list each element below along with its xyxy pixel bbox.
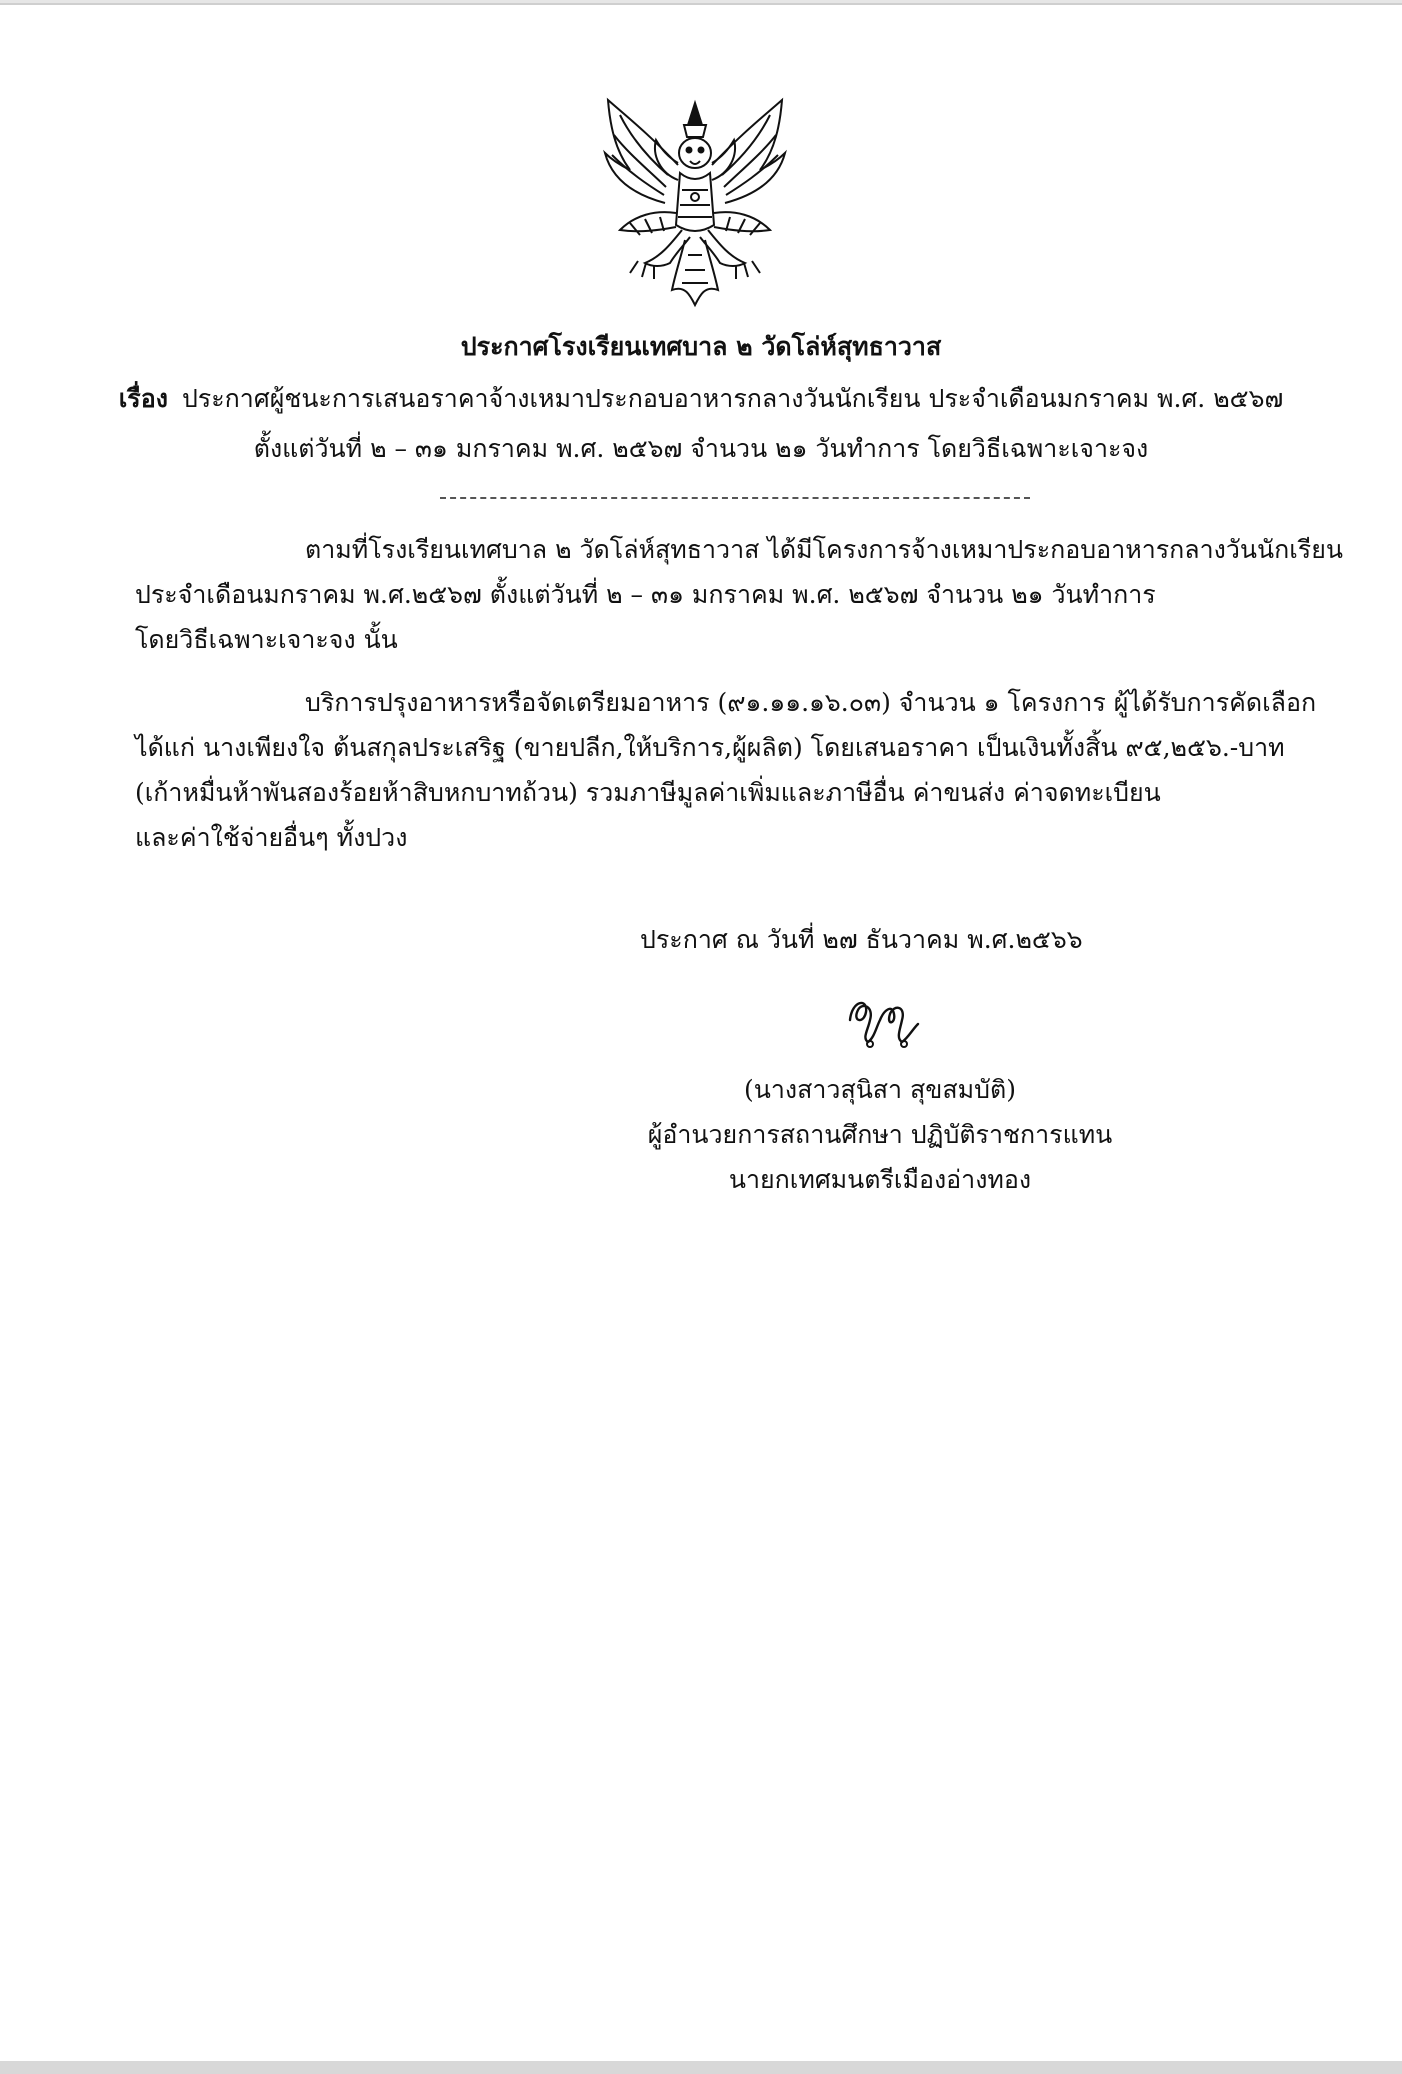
paragraph-2-line-1: บริการปรุงอาหารหรือจัดเตรียมอาหาร (๙๑.๑๑.๑๖.๐๓) จำนวน ๑ โครงการ ผู้ได้รับการคัดเลือก bbox=[305, 688, 1317, 717]
subject-line-2: ตั้งแต่วันที่ ๒ – ๓๑ มกราคม พ.ศ. ๒๕๖๗ จำนวน ๒๑ วันทำการ โดยวิธีเฉพาะเจาะจง bbox=[253, 434, 1149, 463]
paragraph-2 bbox=[135, 680, 1325, 860]
document-page bbox=[0, 3, 1402, 2061]
document-title: ประกาศโรงเรียนเทศบาล ๒ วัดโล่ห์สุทธาวาส bbox=[460, 332, 942, 361]
signer-position: ผู้อำนวยการสถานศึกษา ปฏิบัติราชการแทน bbox=[647, 1120, 1113, 1149]
bottom-edge bbox=[0, 2061, 1402, 2074]
subject-text: ประกาศผู้ชนะการเสนอราคาจ้างเหมาประกอบอาหารกลางวันนักเรียน ประจำเดือนมกราคม พ.ศ. ๒๕๖๗ bbox=[181, 384, 1284, 413]
paragraph-2-line-4: และค่าใช้จ่ายอื่นๆ ทั้งปวง bbox=[135, 823, 408, 852]
paragraph-1-line-3: โดยวิธีเฉพาะเจาะจง นั้น bbox=[135, 625, 398, 654]
paragraph-1-line-2: ประจำเดือนมกราคม พ.ศ.๒๕๖๗ ตั้งแต่วันที่ ๒ – ๓๑ มกราคม พ.ศ. ๒๕๖๗ จำนวน ๒๑ วันทำการ bbox=[135, 580, 1156, 609]
paragraph-2-line-3: (เก้าหมื่นห้าพันสองร้อยห้าสิบหกบาทถ้วน) รวมภาษีมูลค่าเพิ่มและภาษีอื่น ค่าขนส่ง ค่าจดทะเบียน bbox=[135, 778, 1161, 807]
paragraph-1 bbox=[135, 527, 1343, 662]
subject-label: เรื่อง bbox=[118, 384, 168, 413]
signer-on-behalf: นายกเทศมนตรีเมืองอ่างทอง bbox=[728, 1165, 1032, 1194]
paragraph-2-line-2: ได้แก่ นางเพียงใจ ต้นสกุลประเสริฐ (ขายปลีก,ให้บริการ,ผู้ผลิต) โดยเสนอราคา เป็นเงินทั้งสิ้น ๙๕,๒๕๖.-บาท bbox=[135, 733, 1285, 762]
signer-name: (นางสาวสุนิสา สุขสมบัติ) bbox=[744, 1075, 1016, 1104]
subject-line bbox=[0, 379, 1402, 419]
announce-date: ประกาศ ณ วันที่ ๒๗ ธันวาคม พ.ศ.๒๕๖๖ bbox=[640, 925, 1083, 954]
paragraph-1-line-1: ตามที่โรงเรียนเทศบาล ๒ วัดโล่ห์สุทธาวาส ได้มีโครงการจ้างเหมาประกอบอาหารกลางวันนักเรียน bbox=[305, 535, 1343, 564]
signature-image bbox=[840, 980, 930, 1050]
garuda-emblem-icon bbox=[590, 95, 800, 310]
divider bbox=[440, 497, 1030, 499]
